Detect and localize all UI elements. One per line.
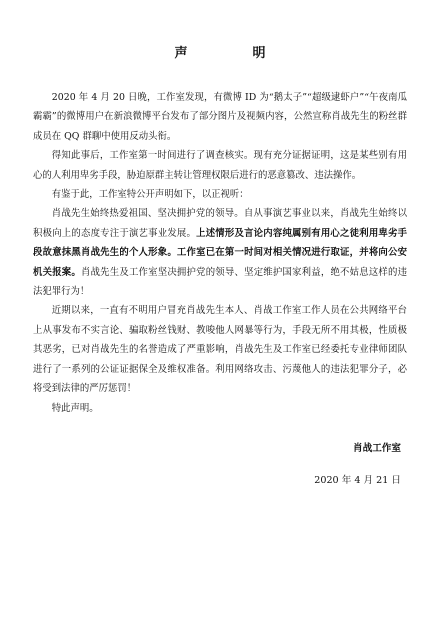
signature-date: 2020 年 4 月 21 日	[314, 474, 401, 486]
signature: 肖战工作室	[353, 442, 401, 454]
paragraph-4-part-2: 肖战先生及工作室坚决拥护党的领导、坚定维护国家利益，绝不姑息这样的违法犯罪行为！	[33, 266, 407, 298]
paragraph-3: 有鉴于此，工作室特公开声明如下，以正视听：	[51, 189, 249, 201]
paragraph-4-bold: 上述情形及言论内容纯属别有用心之徒利用卑劣手段故意抹黑肖战先生的个人形象。工作室已在第一时间对相关情况进行取证，并将向公安机关报案。	[33, 227, 407, 278]
paragraph-6: 特此声明。	[51, 402, 99, 414]
document-title: 声 明	[174, 46, 292, 61]
paragraph-4-part-1: 肖战先生始终热爱祖国、坚决拥护党的领导。自从事演艺事业以来，肖战先生始终以积极向上的态度专注于演艺事业发展。	[33, 208, 407, 239]
paragraph-4	[33, 204, 407, 301]
paragraph-5: 近期以来，一直有不明用户冒充肖战先生本人、肖战工作室工作人员在公共网络平台上从事发布不实言论、骗取粉丝钱财、教唆他人网暴等行为，手段无所不用其极，性质极其恶劣，已对肖战先生的名誉造成了严重影响，肖战先生及工作室已经委托专业律师团队进行了一系列的公证证据保全及维权准备。利用网络攻击、污蔑他人的违法犯罪分子，必将受到法律的严厉惩罚！	[33, 305, 407, 395]
paragraph-2: 得知此事后，工作室第一时间进行了调查核实。现有充分证据证明，这是某些别有用心的人利用卑劣手段，胁迫原群主转让管理权限后进行的恶意篡改、违法操作。	[33, 150, 407, 181]
paragraph-1: 2020 年 4 月 20 日晚，工作室发现，有微博 ID 为“鹅太子”“超级逮虾户”“午夜南瓜霸霸”的微博用户在新浪微博平台发布了部分图片及视频内容，公然宣称肖战先生的粉丝群成员在 QQ 群聊中使用反动头衔。	[33, 92, 407, 142]
